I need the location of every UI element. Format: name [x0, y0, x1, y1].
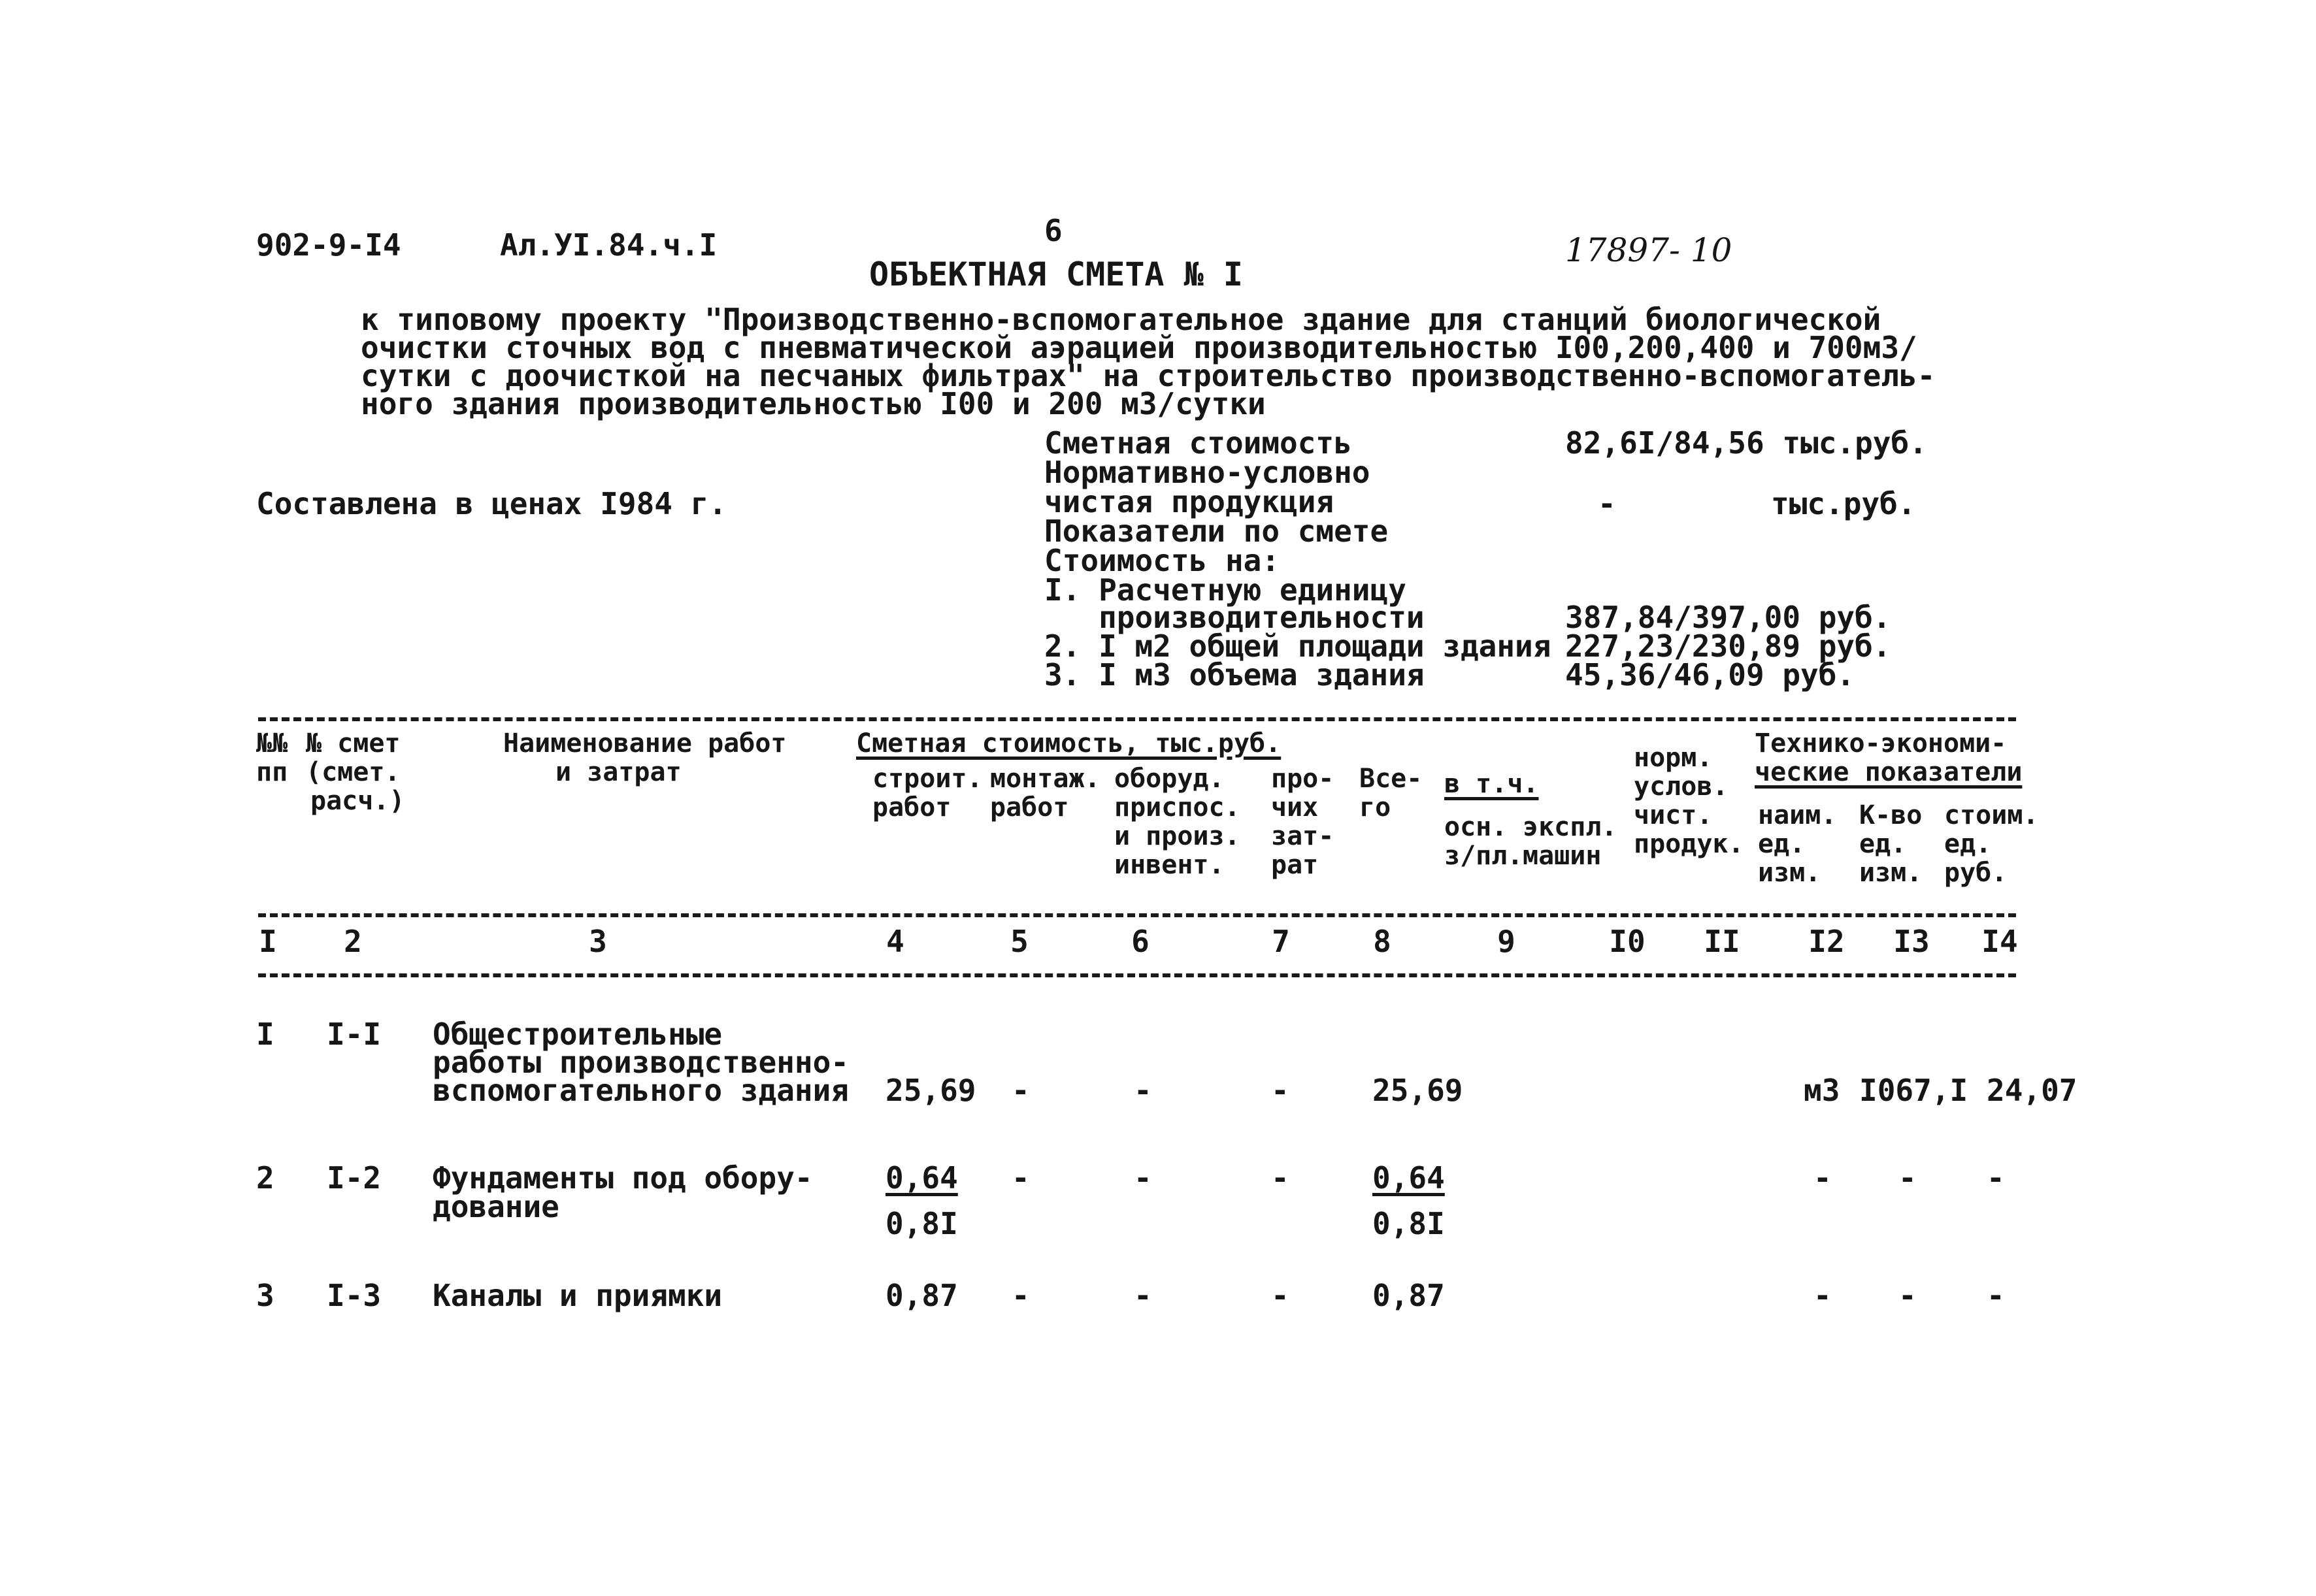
handwritten-stamp: 17897- 10 [1565, 231, 1732, 269]
row-name: Каналы и приямки [433, 1278, 723, 1313]
header-col-norm: чист. [1634, 800, 1713, 830]
total-cost-value: 82,6I/84,56 тыс.руб. [1565, 425, 1927, 461]
header-col-pp: пп [256, 757, 288, 787]
row-name: вспомогательного здания [433, 1073, 849, 1108]
net-product-value: - [1598, 486, 1616, 521]
row-other-cost: - [1271, 1160, 1289, 1196]
row-quantity: I067,I [1859, 1073, 1968, 1108]
header-col-norm: услов. [1634, 772, 1729, 802]
summary-label: чистая продукция [1044, 484, 1334, 519]
header-col-unit-cost: руб. [1944, 858, 2008, 888]
intro-line: ного здания производительностью I00 и 200 м3/сутки [361, 386, 1266, 421]
column-number: 3 [589, 924, 607, 959]
row-quantity: - [1898, 1278, 1917, 1313]
row-name: Общестроительные [433, 1017, 723, 1052]
header-col-qty: ед. [1859, 829, 1907, 859]
header-col-name: и затрат [555, 757, 682, 787]
header-col-oborud: инвент. [1114, 850, 1225, 880]
header-col-norm: норм. [1634, 743, 1713, 773]
header-col-prochie: рат [1271, 850, 1319, 880]
summary-label: 3. I м3 объема здания [1044, 657, 1425, 692]
header-col-osn: осн. [1444, 812, 1508, 842]
header-tech-group: ческие показатели [1755, 757, 2023, 787]
intro-line: сутки с доочисткой на песчаных фильтрах" на строительство производственно-вспомогатель- [361, 358, 1936, 393]
header-col-qty: изм. [1859, 858, 1923, 888]
row-installation-cost: - [1012, 1073, 1030, 1108]
column-number: I4 [1981, 924, 2018, 959]
column-number: I [259, 924, 277, 959]
page-number: 6 [1044, 213, 1063, 248]
summary-label: Нормативно-условно [1044, 455, 1370, 490]
header-col-unit: изм. [1758, 858, 1821, 888]
row-other-cost: - [1271, 1278, 1289, 1313]
column-number: 2 [344, 924, 362, 959]
header-col-unit-cost: стоим. [1944, 800, 2039, 830]
header-col-unit: ед. [1758, 829, 1806, 859]
row-unit: - [1813, 1278, 1832, 1313]
column-number: 7 [1272, 924, 1290, 959]
row-name: работы производственно- [433, 1045, 849, 1080]
doc-code: 902-9-I4 [256, 227, 401, 263]
column-number: I0 [1609, 924, 1646, 959]
row-name: Фундаменты под обору- [433, 1160, 813, 1196]
row-installation-cost: - [1012, 1278, 1030, 1313]
header-col-oborud: и произ. [1114, 821, 1240, 851]
row-unit: - [1813, 1160, 1832, 1196]
row-installation-cost: - [1012, 1160, 1030, 1196]
intro-line: к типовому проекту "Производственно-вспомогательное здание для станций биологической [361, 302, 1881, 337]
summary-label: производительности [1044, 600, 1425, 635]
area-cost: 227,23/230,89 руб. [1565, 628, 1891, 664]
header-col-unit-cost: ед. [1944, 829, 1992, 859]
header-col-norm: продук. [1634, 829, 1744, 859]
header-col-pp: №№ [256, 728, 288, 758]
intro-line: очистки сточных вод с пневматической аэрацией производительностью I00,200,400 и 700м3/ [361, 330, 1917, 365]
numbers-rule [258, 973, 2016, 977]
prices-note: Составлена в ценах I984 г. [256, 486, 727, 521]
row-number: 3 [256, 1278, 274, 1313]
header-col-prochie: чих [1271, 792, 1319, 822]
row-equipment-cost: - [1134, 1073, 1152, 1108]
row-unit: м3 [1804, 1073, 1840, 1108]
header-col-ekspl: экспл. [1523, 812, 1617, 842]
header-col-smeta: № смет [306, 728, 401, 758]
row-unit-cost: - [1987, 1160, 2005, 1196]
header-col-oborud: приспос. [1114, 792, 1240, 822]
header-rule [258, 913, 2016, 917]
row-total-cost: 0,87 [1372, 1278, 1445, 1313]
header-col-vsego: Все- [1359, 764, 1423, 794]
header-col-ekspl: машин [1523, 841, 1602, 871]
unit-capacity-cost: 387,84/397,00 руб. [1565, 600, 1891, 635]
row-total-cost-alt: 0,8I [1372, 1206, 1445, 1241]
header-col-qty: К-во [1859, 800, 1923, 830]
column-number: 4 [886, 924, 904, 959]
row-name: дование [433, 1189, 559, 1224]
header-col-smeta: расч.) [310, 786, 405, 816]
row-estimate-ref: I-I [327, 1017, 382, 1052]
album-code: Ал.УI.84.ч.I [500, 227, 718, 263]
column-number: II [1704, 924, 1740, 959]
row-total-cost: 25,69 [1372, 1073, 1463, 1108]
row-number: I [256, 1017, 274, 1052]
row-unit-cost: 24,07 [1987, 1073, 2077, 1108]
net-product-unit: тыс.руб. [1771, 486, 1916, 521]
header-col-montazh: монтаж. [990, 764, 1100, 794]
row-equipment-cost: - [1134, 1160, 1152, 1196]
row-construction-cost: 0,87 [885, 1278, 958, 1313]
header-col-vsego: го [1359, 792, 1391, 822]
row-unit-cost: - [1987, 1278, 2005, 1313]
column-number: 9 [1497, 924, 1515, 959]
header-tech-group: Технико-экономи- [1755, 728, 2007, 758]
row-total-cost: 0,64 [1372, 1160, 1445, 1196]
column-number: I3 [1893, 924, 1930, 959]
header-col-vtch: в т.ч. [1444, 769, 1539, 799]
header-col-unit: наим. [1758, 800, 1837, 830]
summary-label: Показатели по смете [1044, 513, 1389, 549]
header-col-stroit: строит. [872, 764, 983, 794]
row-construction-cost: 0,64 [885, 1160, 958, 1196]
header-col-osn: з/пл. [1444, 841, 1523, 871]
row-number: 2 [256, 1160, 274, 1196]
header-cost-group: Сметная стоимость, тыс.руб. [856, 728, 1282, 758]
summary-label: Стоимость на: [1044, 543, 1280, 578]
row-estimate-ref: I-2 [327, 1160, 382, 1196]
summary-label: I. Расчетную единицу [1044, 572, 1406, 608]
header-col-prochie: про- [1271, 764, 1334, 794]
column-number: 8 [1373, 924, 1391, 959]
row-quantity: - [1898, 1160, 1917, 1196]
summary-label: 2. I м2 общей площади здания [1044, 628, 1551, 664]
row-construction-cost-alt: 0,8I [885, 1206, 958, 1241]
row-equipment-cost: - [1134, 1278, 1152, 1313]
header-col-montazh: работ [990, 792, 1069, 822]
row-other-cost: - [1271, 1073, 1289, 1108]
header-col-smeta: (смет. [306, 757, 401, 787]
column-number: 5 [1010, 924, 1029, 959]
column-number: 6 [1131, 924, 1150, 959]
table-top-rule [258, 717, 2016, 721]
volume-cost: 45,36/46,09 руб. [1565, 657, 1855, 692]
header-col-stroit: работ [872, 792, 951, 822]
column-number: I2 [1808, 924, 1845, 959]
header-col-oborud: оборуд. [1114, 764, 1225, 794]
row-estimate-ref: I-3 [327, 1278, 382, 1313]
summary-label: Сметная стоимость [1044, 425, 1352, 461]
row-construction-cost: 25,69 [885, 1073, 976, 1108]
page-title: ОБЪЕКТНАЯ СМЕТА № I [869, 255, 1243, 293]
header-col-prochie: зат- [1271, 821, 1334, 851]
header-col-name: Наименование работ [503, 728, 787, 758]
